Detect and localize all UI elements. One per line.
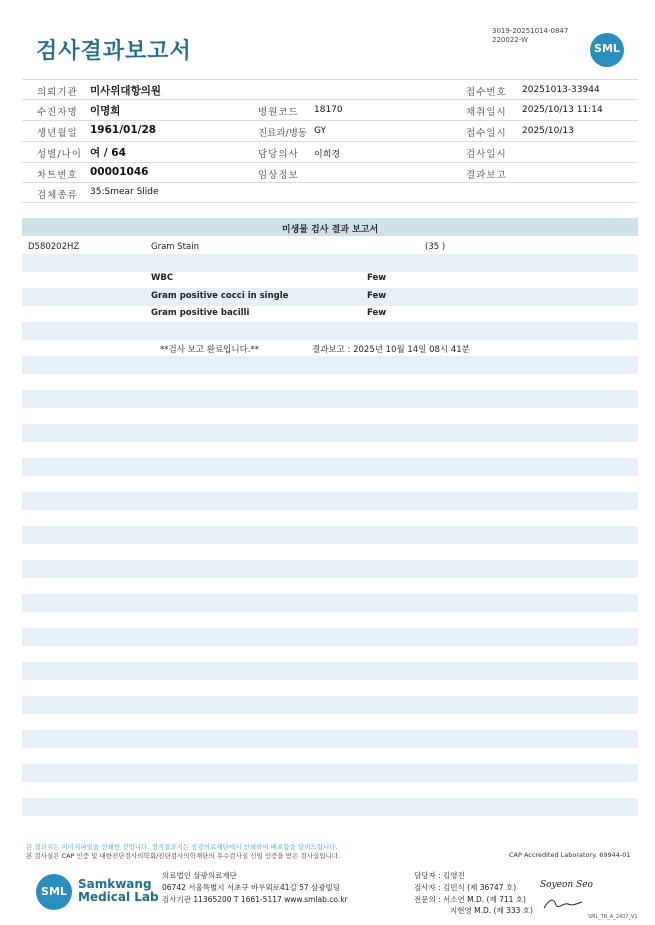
sml-logo-icon: [36, 874, 72, 910]
label-collect-date: 채취일시: [466, 107, 507, 118]
label-dept: 진료과/병동: [258, 128, 308, 139]
row-band: [22, 662, 638, 680]
result-name: Gram positive cocci in single: [151, 291, 289, 301]
row-band: [22, 730, 638, 748]
label-receipt-date: 접수일시: [466, 128, 507, 139]
label-hospital: 의뢰기관: [37, 87, 78, 98]
result-value: Few: [367, 308, 387, 318]
divider: [22, 162, 638, 163]
section-title: 미생물 검사 결과 보고서: [281, 225, 379, 235]
value-receipt-no: 20251013-33944: [522, 85, 600, 95]
value-specimen: 35:Smear Slide: [90, 187, 159, 197]
divider: [22, 141, 638, 142]
staff-specialist-2: 지현영 M.D. (제 333 호): [450, 906, 533, 915]
divider: [22, 79, 638, 80]
value-sex-age: 여 / 64: [90, 147, 126, 159]
row-band: [22, 798, 638, 816]
result-value: Few: [367, 291, 387, 301]
label-specimen: 검체종류: [37, 190, 78, 201]
footer-note-image: 본 결과지는 이미지파일을 인쇄한 것입니다. 정식결과지는 삼광의료재단에서 인쇄하여 배포함을 알려드립니다.: [26, 843, 338, 851]
document-id: [492, 27, 568, 45]
row-band: [22, 356, 638, 374]
row-band: [22, 288, 638, 306]
signature: Soyeon Seo: [540, 880, 593, 890]
report-time: 결과보고 : 2025년 10월 14일 08시 41분: [312, 345, 470, 355]
value-receipt-date: 2025/10/13: [522, 126, 574, 136]
value-doctor: 이희경: [314, 150, 341, 160]
completion-note: **검사 보고 완료입니다.**: [160, 345, 260, 355]
org-name: 의료법인 삼광의료재단: [162, 871, 237, 880]
row-band: [22, 322, 638, 340]
staff-specialist: 전문의 : 서소연 M.D. (제 711 호): [414, 895, 526, 904]
result-name: WBC: [151, 273, 174, 283]
label-birth: 생년월일: [37, 128, 78, 139]
logo-text: SML: [594, 42, 620, 55]
document-id-line2: 220022-W: [492, 36, 528, 44]
brand-name-line2: Medical Lab: [78, 890, 159, 904]
label-doctor: 담당의사: [258, 149, 299, 160]
label-report: 결과보고: [466, 170, 507, 181]
value-dept: GY: [314, 126, 327, 136]
value-birth: 1961/01/28: [90, 124, 157, 136]
label-chart: 차트번호: [37, 170, 78, 181]
page-title: 검사결과보고서: [36, 39, 192, 64]
result-name: Gram positive bacilli: [151, 308, 250, 318]
staff-manager: 담당자 : 김영진: [414, 871, 465, 880]
test-code: D580202HZ: [28, 242, 80, 252]
value-hospital: 미사위대항의원: [90, 85, 162, 97]
footer-note-cap: 본 검사실은 CAP 인증 및 대한진단검사의학회/진단검사의학재단의 우수검사실 신임 인증을 받은 검사실입니다.: [26, 852, 341, 860]
org-contact: 검사기관 11365200 T 1661-5117 www.smlab.co.kr: [162, 895, 348, 904]
label-exam-date: 검사일시: [466, 149, 507, 160]
test-name: Gram Stain: [151, 242, 199, 252]
sml-logo-icon: [590, 33, 624, 67]
row-band: [22, 764, 638, 782]
value-chart: 00001046: [90, 166, 149, 178]
org-address: 06742 서울특별시 서초구 바우뫼로41길 57 삼광빌딩: [162, 883, 341, 892]
value-hosp-code: 18170: [314, 105, 343, 115]
staff-tester: 검사자 : 김민식 (제 36747 호): [414, 883, 517, 892]
value-collect-date: 2025/10/13 11:14: [522, 105, 603, 115]
row-band: [22, 594, 638, 612]
row-band: [22, 560, 638, 578]
row-band: [22, 526, 638, 544]
form-code: SML_TR_A_2407_V1: [588, 914, 638, 920]
row-band: [22, 696, 638, 714]
divider: [22, 99, 638, 100]
cap-accreditation: CAP Accredited Laboratory. 69944-01: [509, 851, 631, 859]
row-band: [22, 254, 638, 272]
result-value: Few: [367, 273, 387, 283]
document-id-line1: 3019-20251014-0847: [492, 27, 569, 35]
label-receipt-no: 접수번호: [466, 87, 507, 98]
row-band: [22, 628, 638, 646]
label-patient: 수진자명: [37, 107, 78, 118]
test-count: (35 ): [425, 242, 446, 252]
row-band: [22, 424, 638, 442]
row-band: [22, 492, 638, 510]
label-clinical: 임상정보: [258, 170, 299, 181]
divider: [22, 202, 638, 203]
divider: [22, 182, 638, 183]
row-band: [22, 390, 638, 408]
value-patient: 이명희: [90, 105, 121, 117]
signature-mark-icon: [540, 896, 585, 912]
label-sex-age: 성별/나이: [37, 149, 82, 160]
divider: [22, 120, 638, 121]
row-band: [22, 458, 638, 476]
footer-logo-text: SML: [41, 885, 67, 898]
brand-name-line1: Samkwang: [78, 877, 152, 891]
label-hosp-code: 병원코드: [258, 107, 299, 118]
